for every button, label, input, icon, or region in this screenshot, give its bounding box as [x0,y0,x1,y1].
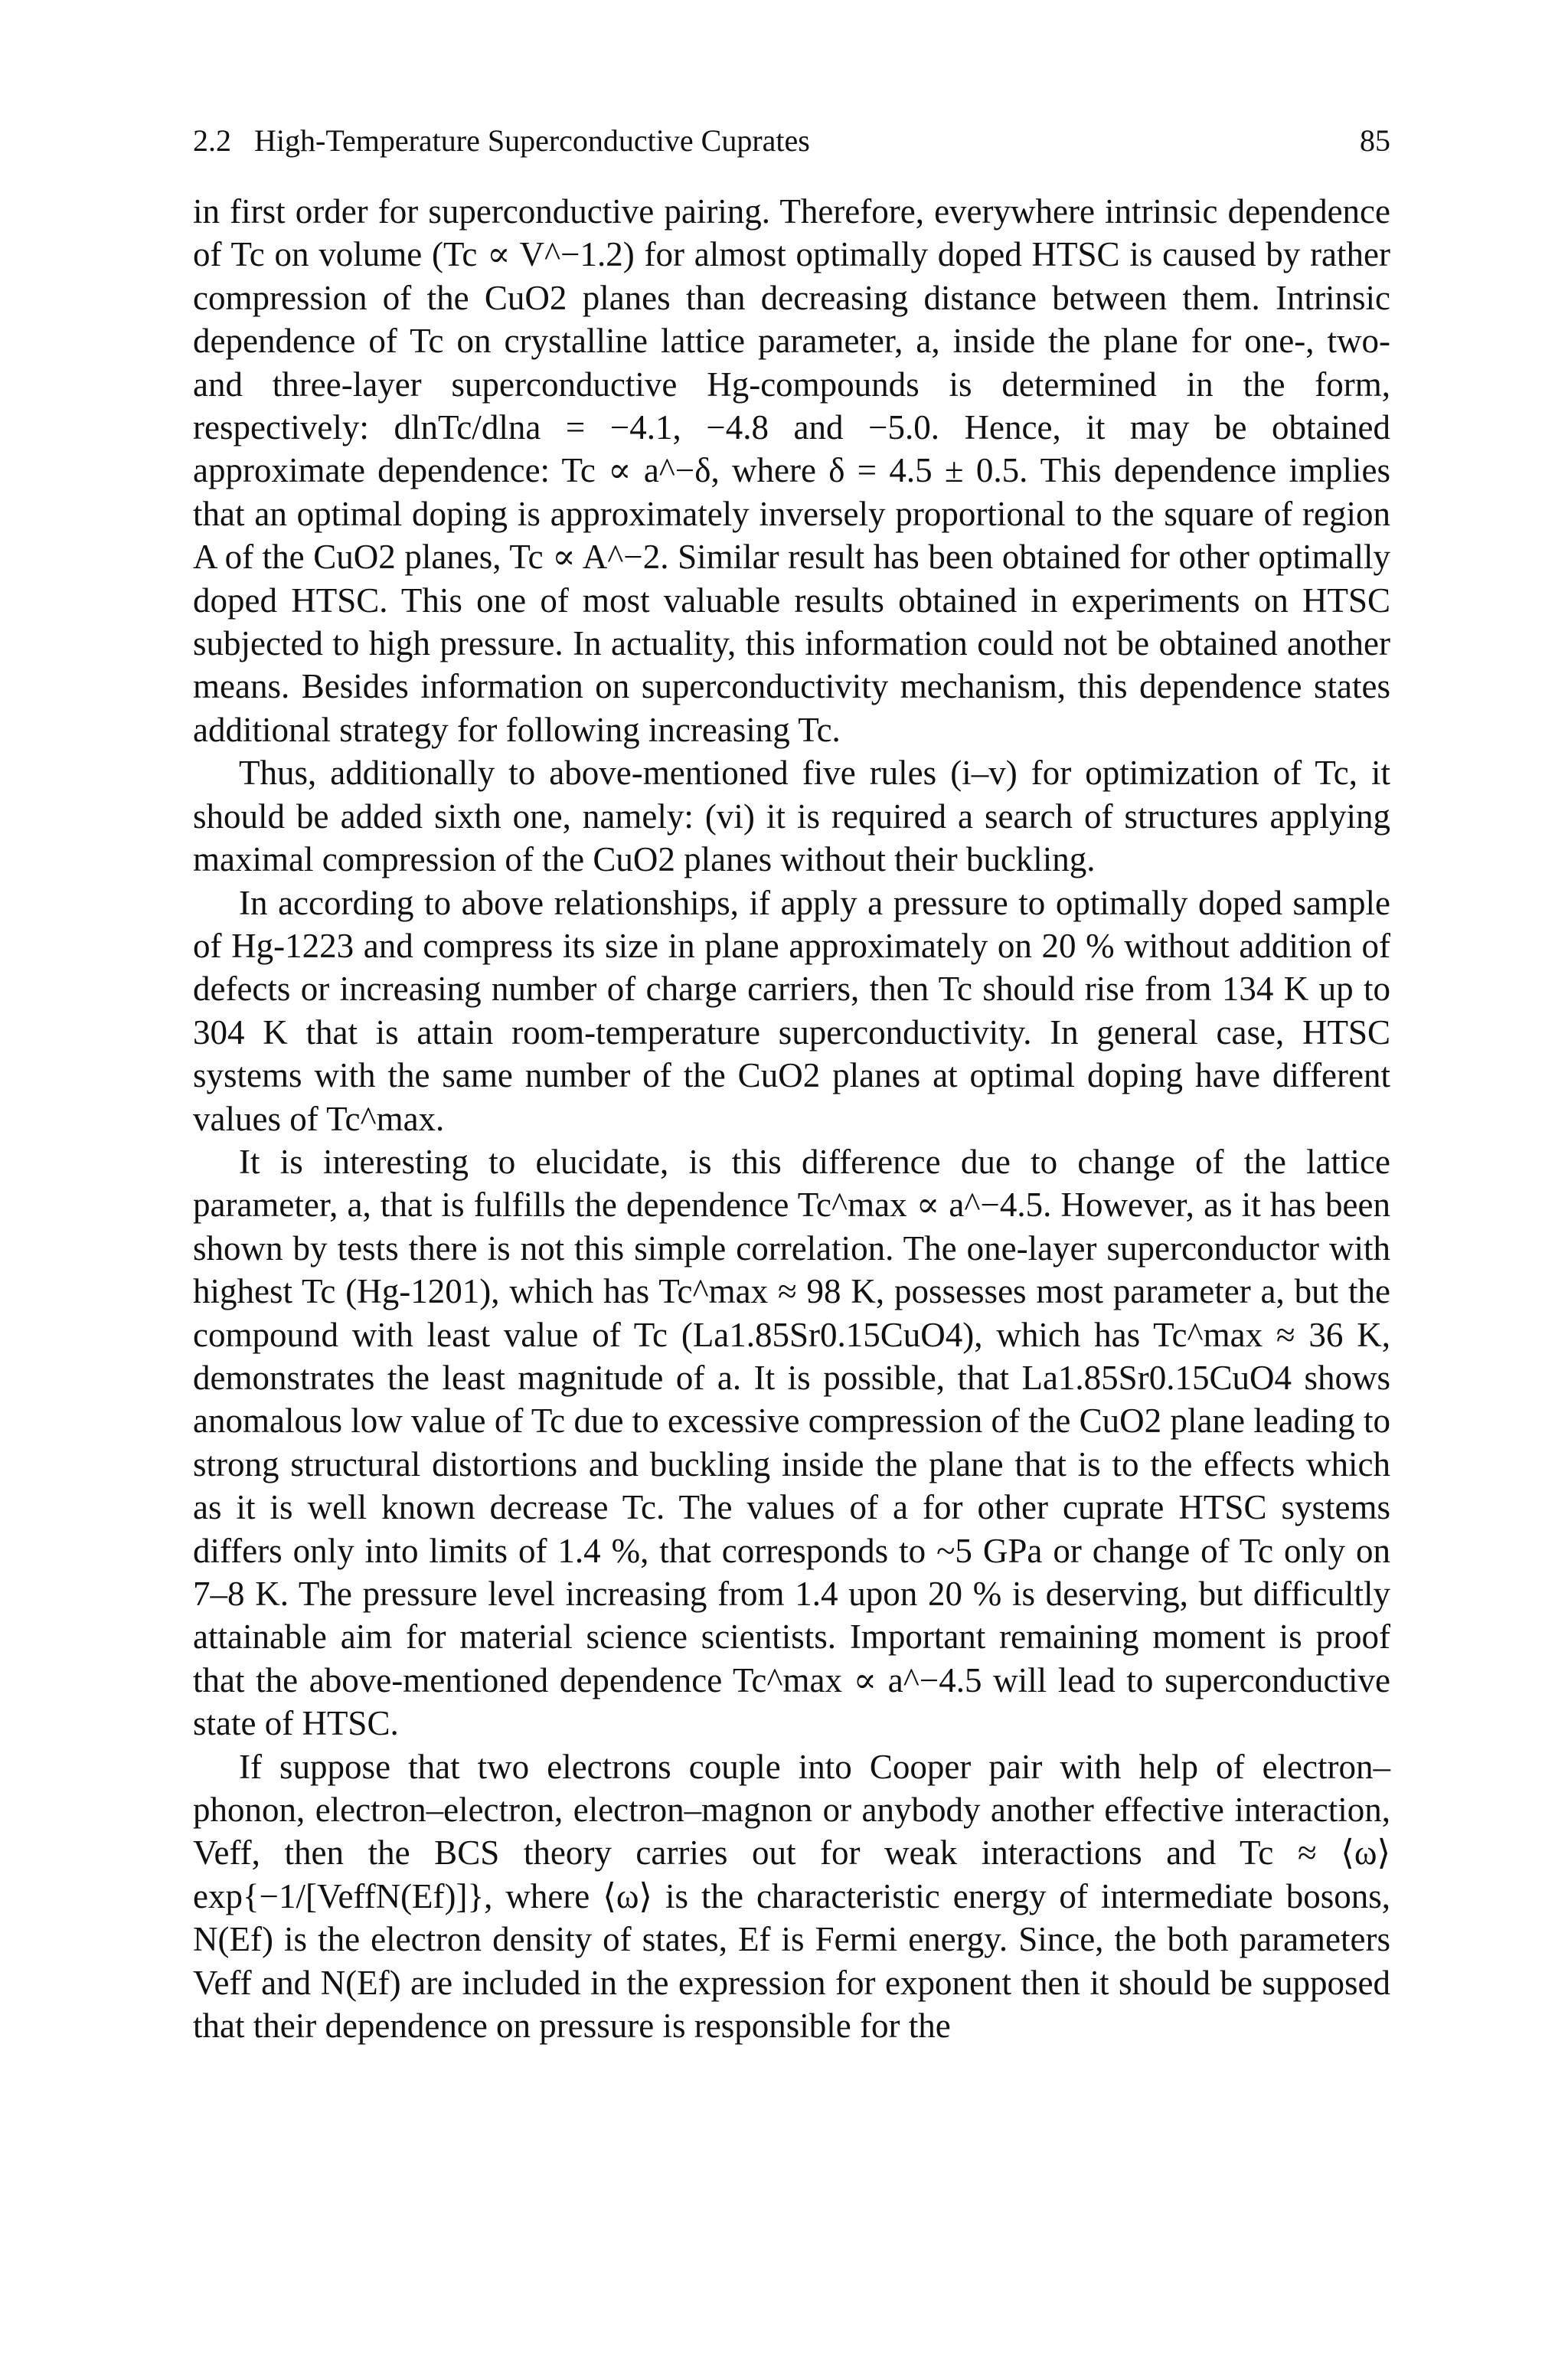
paragraph: It is interesting to elucidate, is this difference due to change of the lattice parameter, a, that is fulfills the dependence Tc^max ∝ a^−4.5. However, as it has been shown by tests there is not this simple correlation. The one-layer superconductor with highest Tc (Hg-1201), which has Tc^max ≈ 98 K, possesses most parameter a, but the compound with least value of Tc (La1.85Sr0.15CuO4), which has Tc^max ≈ 36 K, demonstrates the least magnitude of a. It is possible, that La1.85Sr0.15CuO4 shows anomalous low value of Tc due to excessive compression of the CuO2 plane leading to strong structural distortions and buckling inside the plane that is to the effects which as it is well known decrease Tc. The values of a for other cuprate HTSC systems differs only into limits of 1.4 %, that corresponds to ~5 GPa or change of Tc only on 7–8 K. The pressure level increasing from 1.4 upon 20 % is deserving, but difficultly attainable aim for material science scientists. Important remaining moment is proof that the above-mentioned dependence Tc^max ∝ a^−4.5 will lead to superconductive state of HTSC. [193,1142,1390,1743]
section-number: 2.2 [193,123,231,158]
paragraph: in first order for superconductive pairing. Therefore, everywhere intrinsic dependence of Tc on volume (Tc ∝ V^−1.2) for almost optimally doped HTSC is caused by rather compression of the CuO2 planes than decreasing distance between them. Intrinsic dependence of Tc on crystalline lattice parameter, a, inside the plane for one-, two- and three-layer superconductive Hg-compounds is determined in the form, respectively: dlnTc/dlna = −4.1, −4.8 and −5.0. Hence, it may be obtained approximate dependence: Tc ∝ a^−δ, where δ = 4.5 ± 0.5. This dependence implies that an optimal doping is approximately inversely proportional to the square of region A of the CuO2 planes, Tc ∝ A^−2. Similar result has been obtained for other optimally doped HTSC. This one of most valuable results obtained in experiments on HTSC subjected to high pressure. In actuality, this information could not be obtained another means. Besides information on superconductivity mechanism, this dependence states additional strategy for following increasing Tc. [193,192,1390,749]
paragraph: Thus, additionally to above-mentioned five rules (i–v) for optimization of Tc, it should be added sixth one, namely: (vi) it is required a search of structures applying maximal compression of the CuO2 planes without their buckling. [193,754,1390,879]
paragraph: In according to above relationships, if apply a pressure to optimally doped sample of Hg-1223 and compress its size in plane approximately on 20 % without addition of defects or increasing number of charge carriers, then Tc should rise from 134 K up to 304 K that is attain room-temperature superconductivity. In general case, HTSC systems with the same number of the CuO2 planes at optimal doping have different values of Tc^max. [193,883,1390,1138]
page [193,123,1390,2047]
paragraph: If suppose that two electrons couple into Cooper pair with help of electron–phonon, electron–electron, electron–magnon or anybody another effective interaction, Veff, then the BCS theory carries out for weak interactions and Tc ≈ ⟨ω⟩exp{−1/[VeffN(Ef)]}, where ⟨ω⟩ is the characteristic energy of intermediate bosons, N(Ef) is the electron density of states, Ef is Fermi energy. Since, the both parameters Veff and N(Ef) are included in the expression for exponent then it should be supposed that their dependence on pressure is responsible for the [193,1747,1390,2046]
page-number: 85 [1360,123,1390,158]
running-header [193,123,1390,159]
section-heading [193,123,825,159]
body-text [193,190,1390,2047]
section-title: High-Temperature Superconductive Cuprates [254,123,810,158]
